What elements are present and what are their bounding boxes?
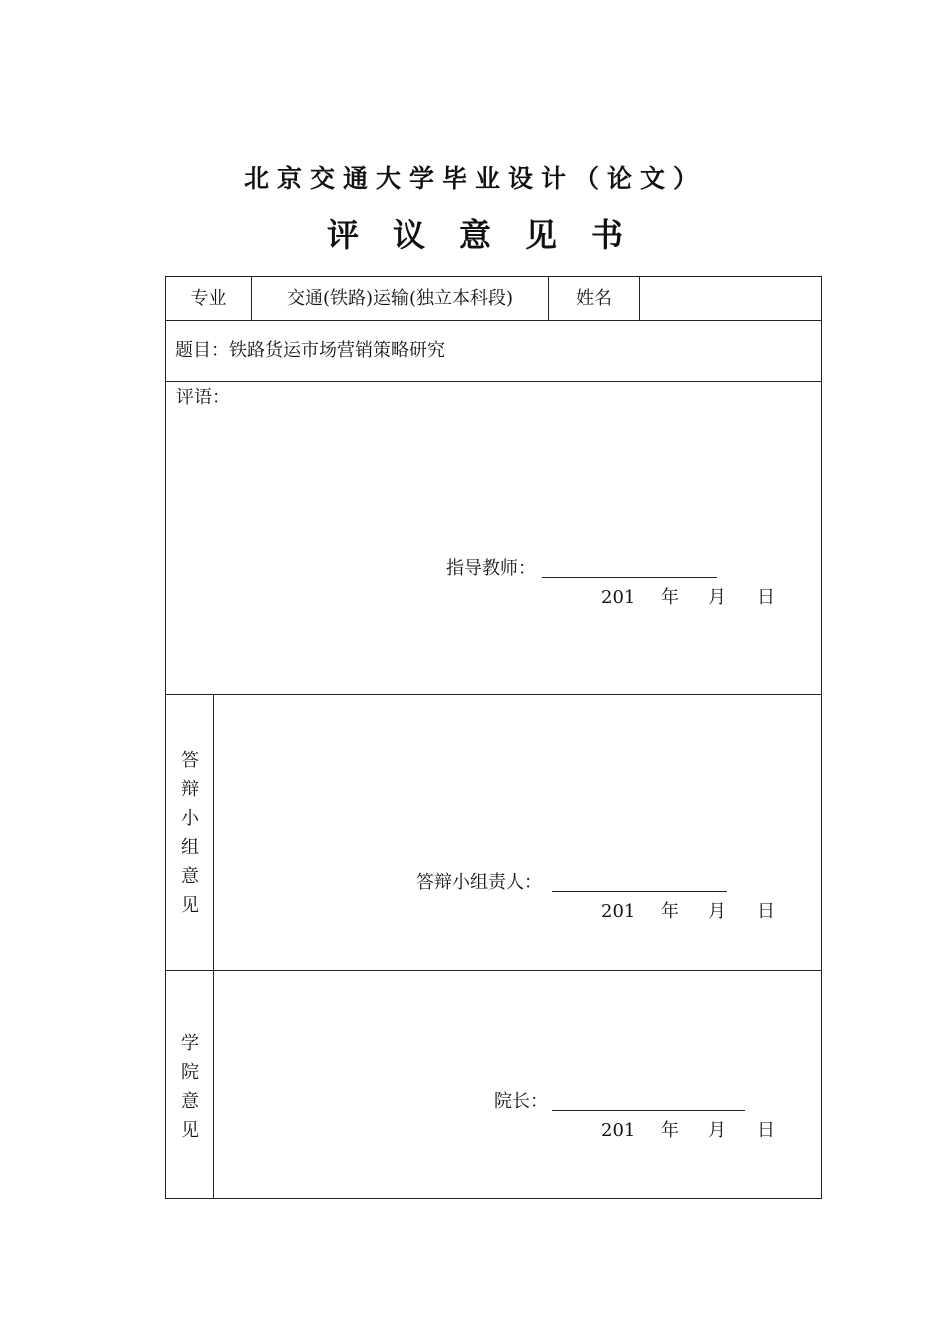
major-value: 交通(铁路)运输(独立本科段) (286, 288, 514, 309)
defense-opinion-label: 答辩小组意见 (181, 750, 199, 916)
college-date-day-unit: 日 (757, 1120, 775, 1141)
major-label: 专业 (190, 288, 227, 309)
defense-date-year-unit: 年 (661, 901, 679, 922)
dean-sign-label: 院长： (494, 1091, 548, 1112)
college-date-year: 201 (601, 1120, 636, 1141)
column-divider (639, 277, 640, 320)
defense-date-day-unit: 日 (757, 901, 775, 922)
defense-signature-line[interactable] (552, 891, 727, 892)
advisor-signature-line[interactable] (542, 577, 717, 578)
college-opinion-label: 学院意见 (181, 1033, 199, 1141)
advisor-date-day-unit: 日 (757, 587, 775, 608)
column-divider (213, 694, 214, 1199)
comments-label: 评语： (176, 387, 230, 408)
document-title: 北京交通大学毕业设计（论文） (243, 164, 706, 193)
row-divider (166, 381, 821, 382)
defense-date-month-unit: 月 (708, 901, 726, 922)
document-subtitle: 评议意见书 (326, 216, 657, 254)
advisor-date-year: 201 (601, 587, 636, 608)
row-divider (166, 694, 821, 695)
college-date-month-unit: 月 (708, 1120, 726, 1141)
topic-text: 题目：铁路货运市场营销策略研究 (175, 340, 445, 361)
defense-date-year: 201 (601, 901, 636, 922)
defense-sign-label: 答辩小组责人： (416, 872, 542, 893)
college-date-year-unit: 年 (661, 1120, 679, 1141)
row-divider (166, 970, 821, 971)
advisor-date-year-unit: 年 (661, 587, 679, 608)
dean-signature-line[interactable] (552, 1110, 745, 1111)
advisor-sign-label: 指导教师： (446, 558, 536, 579)
evaluation-form-table (165, 276, 822, 1199)
row-divider (166, 320, 821, 321)
name-label: 姓名 (576, 288, 612, 309)
advisor-date-month-unit: 月 (708, 587, 726, 608)
